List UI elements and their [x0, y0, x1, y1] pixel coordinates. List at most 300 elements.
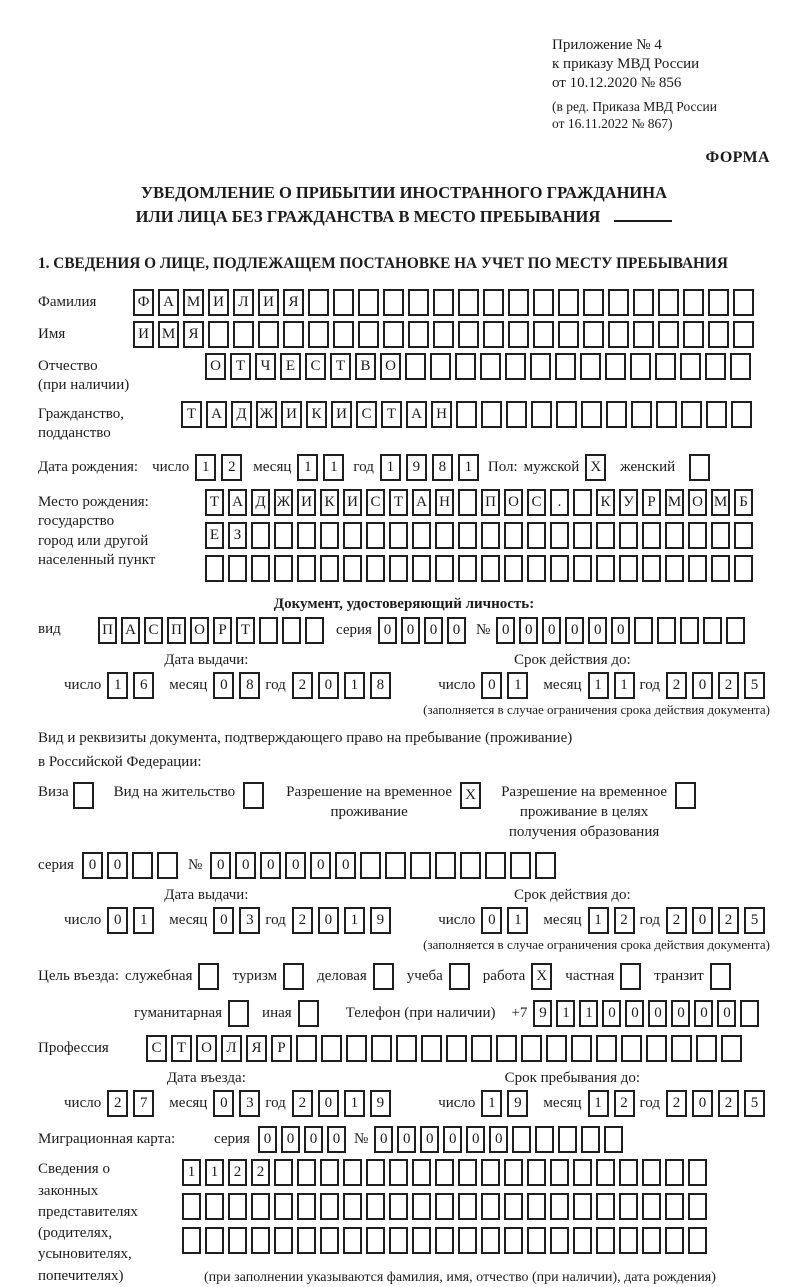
char-cell[interactable]: С: [305, 353, 326, 380]
char-cell[interactable]: 0: [318, 1090, 339, 1117]
representatives-row2-boxes[interactable]: [182, 1193, 716, 1220]
char-cell[interactable]: 0: [210, 852, 231, 879]
char-cell[interactable]: Н: [435, 489, 454, 516]
permit-series-boxes[interactable]: [82, 852, 182, 879]
char-cell[interactable]: [550, 1227, 569, 1254]
permit-issue-day-cells[interactable]: [107, 907, 159, 934]
char-cell[interactable]: [596, 1035, 617, 1062]
char-cell[interactable]: 2: [666, 1090, 687, 1117]
female-checkbox[interactable]: [689, 454, 714, 481]
char-cell[interactable]: Т: [236, 617, 255, 644]
char-cell[interactable]: [366, 1159, 385, 1186]
char-cell[interactable]: И: [208, 289, 229, 316]
char-cell[interactable]: [389, 1193, 408, 1220]
char-cell[interactable]: 0: [542, 617, 561, 644]
birth-month-cells[interactable]: [297, 454, 349, 481]
char-cell[interactable]: [731, 401, 752, 428]
char-cell[interactable]: [621, 1035, 642, 1062]
char-cell[interactable]: 0: [374, 1126, 393, 1153]
char-cell[interactable]: Р: [271, 1035, 292, 1062]
char-cell[interactable]: [558, 289, 579, 316]
char-cell[interactable]: 0: [281, 1126, 300, 1153]
char-cell[interactable]: [251, 1193, 270, 1220]
char-cell[interactable]: [297, 1193, 316, 1220]
char-cell[interactable]: [596, 555, 615, 582]
char-cell[interactable]: 0: [310, 852, 331, 879]
char-cell[interactable]: И: [281, 401, 302, 428]
char-cell[interactable]: М: [158, 321, 179, 348]
char-cell[interactable]: 0: [213, 1090, 234, 1117]
char-cell[interactable]: [389, 522, 408, 549]
char-cell[interactable]: [371, 1035, 392, 1062]
char-cell[interactable]: [366, 1227, 385, 1254]
char-cell[interactable]: Ж: [274, 489, 293, 516]
char-cell[interactable]: [683, 289, 704, 316]
char-cell[interactable]: [251, 522, 270, 549]
id-issue-year-cells[interactable]: [292, 672, 396, 699]
char-cell[interactable]: 8: [432, 454, 453, 481]
char-cell[interactable]: [606, 401, 627, 428]
char-cell[interactable]: [412, 1227, 431, 1254]
char-cell[interactable]: [619, 1193, 638, 1220]
char-cell[interactable]: [521, 1035, 542, 1062]
char-cell[interactable]: [412, 1193, 431, 1220]
migration-number-boxes[interactable]: [374, 1126, 627, 1153]
char-cell[interactable]: [481, 1227, 500, 1254]
char-cell[interactable]: [581, 1126, 600, 1153]
char-cell[interactable]: С: [146, 1035, 167, 1062]
char-cell[interactable]: [483, 289, 504, 316]
purpose-business-checkbox[interactable]: [373, 963, 398, 990]
char-cell[interactable]: 2: [666, 672, 687, 699]
char-cell[interactable]: [619, 522, 638, 549]
char-cell[interactable]: [259, 617, 278, 644]
char-cell[interactable]: 1: [205, 1159, 224, 1186]
char-cell[interactable]: 5: [744, 672, 765, 699]
char-cell[interactable]: [320, 522, 339, 549]
char-cell[interactable]: [665, 1193, 684, 1220]
char-cell[interactable]: [527, 1227, 546, 1254]
char-cell[interactable]: [157, 852, 178, 879]
stay-month-cells[interactable]: [588, 1090, 640, 1117]
char-cell[interactable]: [283, 321, 304, 348]
patronymic-boxes[interactable]: [205, 353, 755, 380]
char-cell[interactable]: [251, 1227, 270, 1254]
char-cell[interactable]: Д: [231, 401, 252, 428]
char-cell[interactable]: [571, 1035, 592, 1062]
char-cell[interactable]: [481, 1159, 500, 1186]
char-cell[interactable]: [734, 555, 753, 582]
char-cell[interactable]: М: [711, 489, 730, 516]
char-cell[interactable]: [688, 1193, 707, 1220]
char-cell[interactable]: [726, 617, 745, 644]
char-cell[interactable]: 2: [292, 907, 313, 934]
char-cell[interactable]: [435, 555, 454, 582]
char-cell[interactable]: [458, 522, 477, 549]
char-cell[interactable]: [527, 1193, 546, 1220]
char-cell[interactable]: [449, 963, 470, 990]
char-cell[interactable]: 2: [221, 454, 242, 481]
char-cell[interactable]: 0: [318, 907, 339, 934]
temp-residence-checkbox[interactable]: [460, 782, 485, 809]
char-cell[interactable]: [533, 289, 554, 316]
char-cell[interactable]: И: [133, 321, 154, 348]
char-cell[interactable]: [512, 1126, 531, 1153]
char-cell[interactable]: И: [331, 401, 352, 428]
char-cell[interactable]: 2: [228, 1159, 247, 1186]
char-cell[interactable]: [274, 1159, 293, 1186]
char-cell[interactable]: 3: [239, 1090, 260, 1117]
char-cell[interactable]: [458, 289, 479, 316]
char-cell[interactable]: 0: [692, 907, 713, 934]
char-cell[interactable]: С: [366, 489, 385, 516]
char-cell[interactable]: [711, 522, 730, 549]
birthplace-row2-boxes[interactable]: [205, 522, 757, 549]
stay-day-cells[interactable]: [481, 1090, 533, 1117]
char-cell[interactable]: [320, 1227, 339, 1254]
char-cell[interactable]: 0: [602, 1000, 621, 1027]
char-cell[interactable]: [373, 963, 394, 990]
char-cell[interactable]: [243, 782, 264, 809]
char-cell[interactable]: [665, 1227, 684, 1254]
char-cell[interactable]: [711, 555, 730, 582]
char-cell[interactable]: [733, 321, 754, 348]
char-cell[interactable]: [619, 555, 638, 582]
char-cell[interactable]: [665, 522, 684, 549]
char-cell[interactable]: [688, 522, 707, 549]
char-cell[interactable]: [228, 1227, 247, 1254]
char-cell[interactable]: [182, 1227, 201, 1254]
char-cell[interactable]: [346, 1035, 367, 1062]
char-cell[interactable]: [198, 963, 219, 990]
char-cell[interactable]: 9: [370, 1090, 391, 1117]
purpose-other-checkbox[interactable]: [298, 1000, 323, 1027]
char-cell[interactable]: К: [320, 489, 339, 516]
char-cell[interactable]: Т: [230, 353, 251, 380]
purpose-private-checkbox[interactable]: [620, 963, 645, 990]
char-cell[interactable]: [658, 321, 679, 348]
char-cell[interactable]: [705, 353, 726, 380]
char-cell[interactable]: 0: [260, 852, 281, 879]
char-cell[interactable]: Я: [183, 321, 204, 348]
char-cell[interactable]: [458, 489, 477, 516]
char-cell[interactable]: А: [412, 489, 431, 516]
char-cell[interactable]: 1: [107, 672, 128, 699]
char-cell[interactable]: [333, 289, 354, 316]
char-cell[interactable]: [675, 782, 696, 809]
char-cell[interactable]: [646, 1035, 667, 1062]
char-cell[interactable]: [360, 852, 381, 879]
char-cell[interactable]: Т: [330, 353, 351, 380]
char-cell[interactable]: 2: [292, 672, 313, 699]
char-cell[interactable]: [483, 321, 504, 348]
char-cell[interactable]: 0: [304, 1126, 323, 1153]
char-cell[interactable]: 1: [344, 672, 365, 699]
char-cell[interactable]: 1: [344, 1090, 365, 1117]
char-cell[interactable]: [680, 617, 699, 644]
char-cell[interactable]: [573, 555, 592, 582]
char-cell[interactable]: [620, 963, 641, 990]
char-cell[interactable]: 2: [107, 1090, 128, 1117]
char-cell[interactable]: [633, 289, 654, 316]
char-cell[interactable]: [573, 522, 592, 549]
char-cell[interactable]: Р: [213, 617, 232, 644]
permit-valid-month-cells[interactable]: [588, 907, 640, 934]
char-cell[interactable]: 1: [507, 672, 528, 699]
char-cell[interactable]: [633, 321, 654, 348]
char-cell[interactable]: [274, 1227, 293, 1254]
char-cell[interactable]: 1: [323, 454, 344, 481]
char-cell[interactable]: [305, 617, 324, 644]
char-cell[interactable]: 2: [718, 672, 739, 699]
char-cell[interactable]: 0: [318, 672, 339, 699]
char-cell[interactable]: О: [504, 489, 523, 516]
entry-day-cells[interactable]: [107, 1090, 159, 1117]
char-cell[interactable]: [389, 1159, 408, 1186]
char-cell[interactable]: 0: [107, 907, 128, 934]
permit-number-boxes[interactable]: [210, 852, 560, 879]
char-cell[interactable]: [605, 353, 626, 380]
char-cell[interactable]: 0: [481, 907, 502, 934]
birth-year-cells[interactable]: [380, 454, 484, 481]
char-cell[interactable]: [321, 1035, 342, 1062]
char-cell[interactable]: И: [343, 489, 362, 516]
phone-boxes[interactable]: [533, 1000, 763, 1027]
char-cell[interactable]: [642, 522, 661, 549]
char-cell[interactable]: [721, 1035, 742, 1062]
permit-issue-month-cells[interactable]: [213, 907, 265, 934]
char-cell[interactable]: Т: [205, 489, 224, 516]
char-cell[interactable]: 2: [614, 907, 635, 934]
char-cell[interactable]: 0: [213, 672, 234, 699]
char-cell[interactable]: [573, 1193, 592, 1220]
char-cell[interactable]: [320, 1193, 339, 1220]
char-cell[interactable]: 0: [335, 852, 356, 879]
char-cell[interactable]: [228, 555, 247, 582]
char-cell[interactable]: [435, 1159, 454, 1186]
char-cell[interactable]: 0: [401, 617, 420, 644]
char-cell[interactable]: [657, 617, 676, 644]
char-cell[interactable]: 0: [611, 617, 630, 644]
char-cell[interactable]: [619, 1159, 638, 1186]
char-cell[interactable]: 1: [182, 1159, 201, 1186]
char-cell[interactable]: [596, 522, 615, 549]
char-cell[interactable]: Т: [171, 1035, 192, 1062]
char-cell[interactable]: [733, 289, 754, 316]
char-cell[interactable]: [583, 289, 604, 316]
char-cell[interactable]: 1: [195, 454, 216, 481]
char-cell[interactable]: 1: [556, 1000, 575, 1027]
char-cell[interactable]: [446, 1035, 467, 1062]
char-cell[interactable]: А: [121, 617, 140, 644]
char-cell[interactable]: 2: [718, 1090, 739, 1117]
char-cell[interactable]: [531, 401, 552, 428]
char-cell[interactable]: 1: [507, 907, 528, 934]
char-cell[interactable]: [182, 1193, 201, 1220]
char-cell[interactable]: [298, 1000, 319, 1027]
char-cell[interactable]: [208, 321, 229, 348]
char-cell[interactable]: [508, 289, 529, 316]
char-cell[interactable]: М: [183, 289, 204, 316]
char-cell[interactable]: [435, 852, 456, 879]
char-cell[interactable]: [481, 555, 500, 582]
char-cell[interactable]: 1: [588, 1090, 609, 1117]
char-cell[interactable]: 1: [297, 454, 318, 481]
char-cell[interactable]: [366, 1193, 385, 1220]
char-cell[interactable]: [535, 1126, 554, 1153]
char-cell[interactable]: [132, 852, 153, 879]
id-valid-year-cells[interactable]: [666, 672, 770, 699]
char-cell[interactable]: [412, 555, 431, 582]
char-cell[interactable]: 9: [370, 907, 391, 934]
char-cell[interactable]: П: [98, 617, 117, 644]
char-cell[interactable]: Т: [381, 401, 402, 428]
char-cell[interactable]: 0: [565, 617, 584, 644]
citizenship-boxes[interactable]: [181, 401, 756, 428]
char-cell[interactable]: 0: [424, 617, 443, 644]
entry-month-cells[interactable]: [213, 1090, 265, 1117]
char-cell[interactable]: 9: [533, 1000, 552, 1027]
char-cell[interactable]: 8: [239, 672, 260, 699]
char-cell[interactable]: [458, 1227, 477, 1254]
char-cell[interactable]: [283, 963, 304, 990]
char-cell[interactable]: З: [228, 522, 247, 549]
char-cell[interactable]: [583, 321, 604, 348]
char-cell[interactable]: 0: [489, 1126, 508, 1153]
birthplace-row1-boxes[interactable]: [205, 489, 757, 516]
char-cell[interactable]: 0: [107, 852, 128, 879]
char-cell[interactable]: [343, 1159, 362, 1186]
purpose-official-checkbox[interactable]: [198, 963, 223, 990]
char-cell[interactable]: [389, 1227, 408, 1254]
char-cell[interactable]: [688, 1159, 707, 1186]
birthplace-row3-boxes[interactable]: [205, 555, 757, 582]
char-cell[interactable]: [681, 401, 702, 428]
char-cell[interactable]: 0: [258, 1126, 277, 1153]
char-cell[interactable]: [619, 1227, 638, 1254]
char-cell[interactable]: [297, 522, 316, 549]
char-cell[interactable]: [680, 353, 701, 380]
char-cell[interactable]: С: [144, 617, 163, 644]
permit-valid-day-cells[interactable]: [481, 907, 533, 934]
char-cell[interactable]: О: [190, 617, 209, 644]
char-cell[interactable]: [471, 1035, 492, 1062]
char-cell[interactable]: [550, 1159, 569, 1186]
id-issue-day-cells[interactable]: [107, 672, 159, 699]
char-cell[interactable]: [320, 555, 339, 582]
char-cell[interactable]: Ф: [133, 289, 154, 316]
char-cell[interactable]: [703, 617, 722, 644]
char-cell[interactable]: [481, 1193, 500, 1220]
char-cell[interactable]: [710, 963, 731, 990]
char-cell[interactable]: [343, 555, 362, 582]
char-cell[interactable]: 0: [235, 852, 256, 879]
char-cell[interactable]: [297, 1159, 316, 1186]
id-valid-month-cells[interactable]: [588, 672, 640, 699]
char-cell[interactable]: [608, 321, 629, 348]
char-cell[interactable]: П: [481, 489, 500, 516]
char-cell[interactable]: [535, 852, 556, 879]
char-cell[interactable]: 8: [370, 672, 391, 699]
char-cell[interactable]: [730, 353, 751, 380]
char-cell[interactable]: А: [406, 401, 427, 428]
char-cell[interactable]: Я: [283, 289, 304, 316]
char-cell[interactable]: В: [355, 353, 376, 380]
char-cell[interactable]: 2: [614, 1090, 635, 1117]
char-cell[interactable]: 1: [458, 454, 479, 481]
char-cell[interactable]: [258, 321, 279, 348]
purpose-study-checkbox[interactable]: [449, 963, 474, 990]
char-cell[interactable]: [480, 353, 501, 380]
char-cell[interactable]: [435, 1193, 454, 1220]
char-cell[interactable]: [580, 353, 601, 380]
char-cell[interactable]: [408, 321, 429, 348]
char-cell[interactable]: 1: [481, 1090, 502, 1117]
char-cell[interactable]: [343, 522, 362, 549]
char-cell[interactable]: [274, 1193, 293, 1220]
char-cell[interactable]: [308, 321, 329, 348]
given-name-boxes[interactable]: [133, 321, 758, 348]
char-cell[interactable]: [504, 522, 523, 549]
char-cell[interactable]: X: [531, 963, 552, 990]
char-cell[interactable]: 1: [588, 907, 609, 934]
char-cell[interactable]: 0: [692, 1090, 713, 1117]
char-cell[interactable]: [366, 522, 385, 549]
char-cell[interactable]: [510, 852, 531, 879]
char-cell[interactable]: П: [167, 617, 186, 644]
char-cell[interactable]: [573, 1159, 592, 1186]
char-cell[interactable]: Ч: [255, 353, 276, 380]
char-cell[interactable]: [655, 353, 676, 380]
char-cell[interactable]: Р: [642, 489, 661, 516]
char-cell[interactable]: [485, 852, 506, 879]
representatives-row1-boxes[interactable]: [182, 1159, 716, 1186]
char-cell[interactable]: 5: [744, 1090, 765, 1117]
char-cell[interactable]: 0: [327, 1126, 346, 1153]
char-cell[interactable]: [546, 1035, 567, 1062]
permit-valid-year-cells[interactable]: [666, 907, 770, 934]
char-cell[interactable]: [343, 1193, 362, 1220]
char-cell[interactable]: [506, 401, 527, 428]
char-cell[interactable]: [550, 1193, 569, 1220]
id-issue-month-cells[interactable]: [213, 672, 265, 699]
entry-year-cells[interactable]: [292, 1090, 396, 1117]
char-cell[interactable]: 0: [519, 617, 538, 644]
char-cell[interactable]: [389, 555, 408, 582]
char-cell[interactable]: [706, 401, 727, 428]
char-cell[interactable]: 0: [588, 617, 607, 644]
char-cell[interactable]: И: [258, 289, 279, 316]
char-cell[interactable]: Е: [280, 353, 301, 380]
visa-checkbox[interactable]: [73, 782, 98, 809]
surname-boxes[interactable]: [133, 289, 758, 316]
char-cell[interactable]: 1: [133, 907, 154, 934]
char-cell[interactable]: [533, 321, 554, 348]
char-cell[interactable]: [665, 555, 684, 582]
char-cell[interactable]: [688, 555, 707, 582]
char-cell[interactable]: [642, 1193, 661, 1220]
char-cell[interactable]: [358, 321, 379, 348]
char-cell[interactable]: [481, 522, 500, 549]
char-cell[interactable]: [458, 1159, 477, 1186]
char-cell[interactable]: [205, 1193, 224, 1220]
char-cell[interactable]: X: [460, 782, 481, 809]
purpose-transit-checkbox[interactable]: [710, 963, 735, 990]
char-cell[interactable]: [297, 555, 316, 582]
char-cell[interactable]: О: [380, 353, 401, 380]
char-cell[interactable]: М: [665, 489, 684, 516]
char-cell[interactable]: [665, 1159, 684, 1186]
